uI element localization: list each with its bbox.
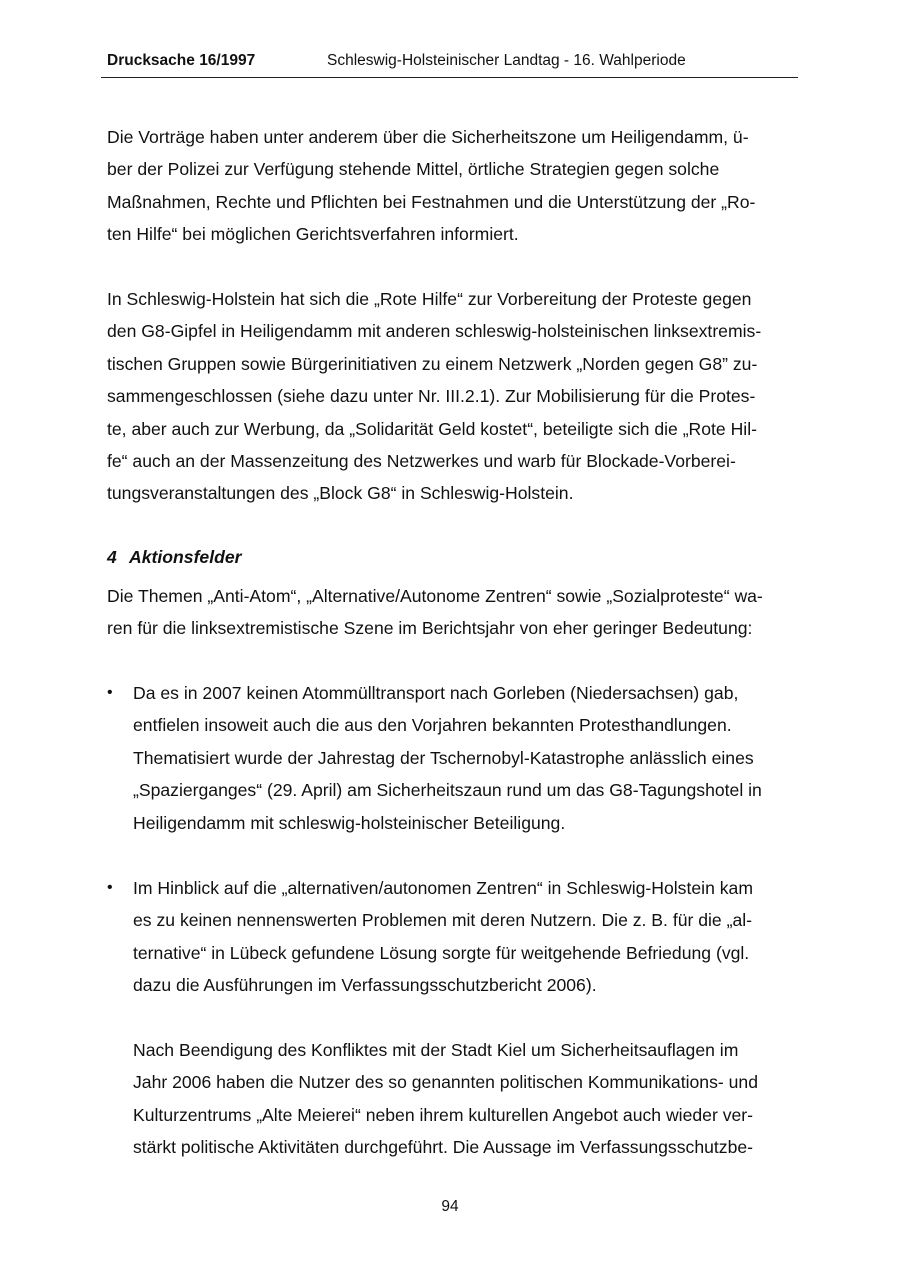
text-line: Thematisiert wurde der Jahrestag der Tschernobyl-Katastrophe anlässlich eines (133, 747, 754, 768)
header-rule (101, 77, 798, 78)
text-line: entfielen insoweit auch die aus den Vorjahren bekannten Protesthandlungen. (133, 715, 732, 736)
bullet-text (133, 677, 803, 839)
bullet-icon: • (107, 879, 113, 896)
bullet-icon: • (107, 684, 113, 701)
text-line: In Schleswig-Holstein hat sich die „Rote Hilfe“ zur Vorbereitung der Proteste gegen (107, 289, 752, 309)
text-line: ten Hilfe“ bei möglichen Gerichtsverfahren informiert. (107, 224, 519, 245)
section-number: 4 (107, 547, 117, 567)
text-line: es zu keinen nennenswerten Problemen mit deren Nutzern. Die z. B. für die „al- (133, 910, 753, 931)
text-line: sammengeschlossen (siehe dazu unter Nr. III.2.1). Zur Mobilisierung für die Protes- (107, 386, 756, 407)
text-line: Jahr 2006 haben die Nutzer des so genannten politischen Kommunikations- und (133, 1072, 758, 1093)
text-line: Nach Beendigung des Konfliktes mit der Stadt Kiel um Sicherheitsauflagen im (133, 1040, 739, 1060)
text-line: stärkt politische Aktivitäten durchgeführt. Die Aussage im Verfassungsschutzbe- (133, 1137, 754, 1158)
section-title: Aktionsfelder (129, 547, 242, 567)
text-line: Die Themen „Anti-Atom“, „Alternative/Autonome Zentren“ sowie „Sozialproteste“ wa- (107, 586, 763, 606)
text-line: „Spazierganges“ (29. April) am Sicherheitszaun rund um das G8-Tagungshotel in (133, 780, 762, 801)
bullet-text (133, 872, 803, 1002)
text-line: Im Hinblick auf die „alternativen/autonomen Zentren“ in Schleswig-Holstein kam (133, 878, 753, 898)
text-line: Da es in 2007 keinen Atommülltransport nach Gorleben (Niedersachsen) gab, (133, 683, 739, 703)
text-line: Die Vorträge haben unter anderem über die Sicherheitszone um Heiligendamm, ü- (107, 127, 749, 147)
text-line: dazu die Ausführungen im Verfassungsschutzbericht 2006). (133, 975, 597, 996)
text-line: den G8-Gipfel in Heiligendamm mit anderen schleswig-holsteinischen linksextremis- (107, 321, 762, 342)
text-line: tungsveranstaltungen des „Block G8“ in Schleswig-Holstein. (107, 483, 574, 504)
text-line: ternative“ in Lübeck gefundene Lösung sorgte für weitgehende Befriedung (vgl. (133, 942, 750, 963)
text-line: fe“ auch an der Massenzeitung des Netzwerkes und warb für Blockade-Vorberei- (107, 450, 736, 471)
paragraph-lectures (107, 121, 797, 251)
text-line: Heiligendamm mit schleswig-holsteinischer Beteiligung. (133, 812, 566, 833)
text-line: Kulturzentrums „Alte Meierei“ neben ihrem kulturellen Angebot auch wieder ver- (133, 1104, 753, 1125)
drucksache-number: Drucksache 16/1997 (107, 52, 256, 69)
page-header (107, 52, 797, 74)
paragraph-intro (107, 580, 797, 645)
section-heading (107, 544, 241, 570)
text-line: ren für die linksextremistische Szene im Berichtsjahr von eher geringer Bedeutung: (107, 618, 753, 639)
text-line: ber der Polizei zur Verfügung stehende Mittel, örtliche Strategien gegen solche (107, 159, 720, 180)
landtag-title: Schleswig-Holsteinischer Landtag - 16. Wahlperiode (327, 52, 686, 69)
page-number: 94 (441, 1198, 459, 1215)
paragraph-alte-meierei (133, 1034, 803, 1164)
text-line: Maßnahmen, Rechte und Pflichten bei Festnahmen und die Unterstützung der „Ro- (107, 191, 756, 212)
text-line: tischen Gruppen sowie Bürgerinitiativen zu einem Netzwerk „Norden gegen G8” zu- (107, 353, 758, 374)
text-line: te, aber auch zur Werbung, da „Solidarität Geld kostet“, beteiligte sich die „Rote Hil- (107, 418, 757, 439)
paragraph-rote-hilfe (107, 283, 797, 510)
